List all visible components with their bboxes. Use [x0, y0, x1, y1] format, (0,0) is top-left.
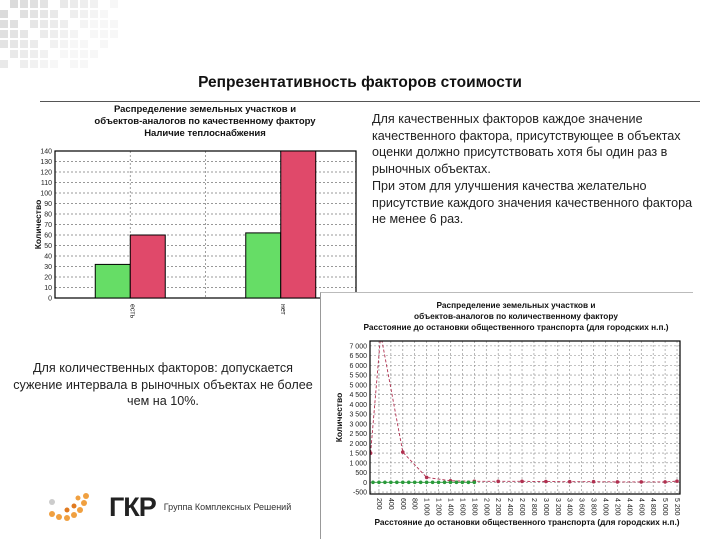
decor-square [50, 20, 58, 28]
y-tick-label: 80 [44, 211, 52, 219]
series-line [371, 334, 677, 482]
decor-square [40, 10, 48, 18]
data-point [443, 481, 447, 485]
chart-title: объектов-аналогов по качественному фактору [94, 116, 316, 127]
decor-square [40, 20, 48, 28]
chart-title: Распределение земельных участков и [436, 300, 596, 310]
data-point [413, 481, 417, 485]
decor-square [40, 50, 48, 58]
decor-square [90, 0, 98, 8]
decor-square [10, 20, 18, 28]
decor-square [60, 50, 68, 58]
y-tick-label: 3 500 [349, 411, 367, 419]
decor-square [70, 50, 78, 58]
x-tick-label: 3 600 [577, 498, 585, 516]
y-axis-label: Количество [334, 392, 344, 443]
x-tick-label: 5 000 [661, 498, 669, 516]
x-tick-label: 400 [386, 498, 394, 510]
x-tick-label: 800 [410, 498, 418, 510]
decor-square [0, 30, 8, 38]
y-tick-label: 40 [44, 253, 52, 261]
y-tick-label: -500 [352, 489, 367, 497]
x-tick-label: 1 000 [422, 498, 430, 516]
y-tick-label: 2 000 [349, 440, 367, 448]
y-tick-label: 140 [40, 148, 52, 156]
y-tick-label: 1 000 [349, 460, 367, 468]
decor-square [110, 0, 118, 8]
x-tick-label: 4 600 [637, 498, 645, 516]
decor-square [30, 10, 38, 18]
y-tick-label: 90 [44, 201, 52, 208]
decor-square [40, 0, 48, 8]
logo-icon [42, 490, 97, 524]
decor-square [10, 50, 18, 58]
decor-square [70, 0, 78, 8]
decor-square [50, 40, 58, 48]
x-tick-label: 3 000 [541, 498, 549, 516]
x-tick-label: 200 [374, 498, 382, 510]
data-point [425, 481, 429, 485]
decor-square [20, 0, 28, 8]
x-tick-label: 5 200 [673, 498, 681, 516]
decor-square [90, 50, 98, 58]
decor-square [60, 40, 68, 48]
decor-square [90, 20, 98, 28]
decor-square [80, 60, 88, 68]
decor-square [50, 10, 58, 18]
bar [130, 235, 165, 298]
data-point [473, 481, 477, 485]
x-tick-label: 600 [398, 498, 406, 510]
x-tick-label: 2 200 [494, 498, 502, 516]
decor-square [100, 20, 108, 28]
chart-title: Наличие теплоснабжения [144, 128, 266, 139]
x-tick-label: 2 800 [529, 498, 537, 516]
bar [281, 151, 316, 298]
line-chart [321, 293, 693, 539]
x-tick-label: 2 400 [506, 498, 514, 516]
y-tick-label: 120 [40, 169, 52, 177]
y-tick-label: 6 500 [349, 353, 367, 361]
decor-square [40, 30, 48, 38]
decor-square [20, 50, 28, 58]
decor-square [0, 20, 8, 28]
x-tick-label: 1 200 [434, 498, 442, 516]
decor-square [20, 60, 28, 68]
decor-square [70, 10, 78, 18]
x-tick-label: 2 600 [518, 498, 526, 516]
data-point [496, 480, 500, 484]
decor-square [10, 30, 18, 38]
line-chart-panel [320, 292, 693, 539]
data-point [467, 481, 471, 485]
decor-square [30, 60, 38, 68]
data-point [407, 481, 411, 485]
x-tick-label: 4 200 [613, 498, 621, 516]
decor-square [100, 40, 108, 48]
data-point [395, 481, 399, 485]
x-tick-label: 3 200 [553, 498, 561, 516]
decor-square [80, 50, 88, 58]
data-point [455, 481, 459, 485]
data-point [663, 480, 667, 484]
x-tick-label: 4 400 [625, 498, 633, 516]
decor-square [50, 30, 58, 38]
y-tick-label: 2 500 [349, 431, 367, 439]
data-point [377, 481, 381, 485]
decor-square [60, 0, 68, 8]
data-point [401, 481, 405, 485]
data-point [449, 481, 453, 485]
x-tick-label: 4 000 [601, 498, 609, 516]
x-axis-label: Расстояние до остановки общественного транспорта (для городских н.п.) [374, 517, 680, 527]
y-tick-label: 1 500 [349, 450, 367, 458]
data-point [520, 480, 524, 484]
plot-frame [370, 341, 680, 494]
y-tick-label: 30 [44, 264, 52, 271]
y-tick-label: 5 500 [349, 372, 367, 380]
decor-square [110, 20, 118, 28]
x-tick-label: 4 800 [649, 498, 657, 516]
chart-title: Распределение земельных участков и [113, 104, 297, 115]
data-point [379, 332, 383, 336]
decor-square [60, 20, 68, 28]
decor-square [30, 0, 38, 8]
data-point [639, 480, 643, 484]
x-tick-label: 1 600 [458, 498, 466, 516]
company-logo [42, 490, 291, 524]
logo-abbr: ГКР [109, 491, 156, 522]
y-tick-label: 0 [48, 295, 52, 303]
y-tick-label: 0 [363, 479, 367, 487]
bar [95, 264, 130, 298]
decor-square [70, 30, 78, 38]
y-tick-label: 20 [44, 274, 52, 282]
decor-square [20, 30, 28, 38]
y-axis-label: Количество [33, 199, 43, 250]
logo-name: Группа Комплексных Решений [163, 502, 292, 512]
data-point [616, 480, 620, 484]
slide-title: Репрезентативность факторов стоимости [198, 74, 522, 91]
decor-square [80, 0, 88, 8]
decor-square [90, 30, 98, 38]
y-tick-label: 6 000 [349, 362, 367, 370]
x-tick-label: нет [278, 304, 286, 315]
decor-square [30, 40, 38, 48]
y-tick-label: 4 500 [349, 392, 367, 400]
data-point [461, 481, 465, 485]
data-point [437, 481, 441, 485]
decor-square [40, 60, 48, 68]
x-tick-label: 1 800 [470, 498, 478, 516]
data-point [592, 480, 596, 484]
x-tick-label: 3 800 [589, 498, 597, 516]
bar-chart [0, 100, 360, 335]
data-point [401, 450, 405, 454]
decor-square [70, 60, 78, 68]
decor-square [10, 0, 18, 8]
data-point [544, 480, 548, 484]
data-point [383, 481, 387, 485]
bar [246, 233, 281, 298]
quantitative-factors-text: Для количественных факторов: допускается сужение интервала в рыночных объектах не более чем на 10%. [13, 361, 313, 409]
decor-square [100, 10, 108, 18]
decor-square [100, 30, 108, 38]
chart-title: объектов-аналогов по количественному фактору [414, 311, 618, 321]
y-tick-label: 5 000 [349, 382, 367, 390]
x-tick-label: 2 000 [482, 498, 490, 516]
decor-square [0, 40, 8, 48]
data-point [568, 480, 572, 484]
x-tick-label: 1 400 [446, 498, 454, 516]
decor-square [50, 60, 58, 68]
qualitative-factors-text: Для качественных факторов каждое значение качественного фактора, присутствующее в объектах оценки должно присутствовать хотя бы один раз в рыночных объектах. При этом для улучшения качества желательно присутствие каждого значения качественного фактора не менее 6 раз. [372, 112, 693, 227]
data-point [371, 481, 375, 485]
y-tick-label: 100 [40, 190, 52, 198]
decor-square [80, 20, 88, 28]
data-point [675, 479, 679, 483]
decor-square [70, 40, 78, 48]
y-tick-label: 50 [44, 243, 52, 250]
data-point [425, 476, 429, 480]
y-tick-label: 500 [355, 470, 367, 478]
y-tick-label: 110 [40, 180, 52, 187]
x-tick-label: есть [128, 304, 136, 319]
y-tick-label: 7 000 [349, 343, 367, 351]
data-point [431, 481, 435, 485]
y-tick-label: 4 000 [349, 401, 367, 409]
decor-square [30, 20, 38, 28]
decor-square [10, 40, 18, 48]
decor-square [110, 30, 118, 38]
x-tick-label: 3 400 [565, 498, 573, 516]
data-point [389, 481, 393, 485]
y-tick-label: 70 [44, 222, 52, 229]
decor-square [30, 50, 38, 58]
y-tick-label: 10 [44, 285, 52, 292]
decor-square [0, 10, 8, 18]
y-tick-label: 3 000 [349, 421, 367, 429]
chart-title: Расстояние до остановки общественного транспорта (для городских н.п.) [363, 322, 669, 332]
decor-square [60, 30, 68, 38]
decor-square [90, 10, 98, 18]
decor-square [20, 10, 28, 18]
decor-square [80, 10, 88, 18]
y-tick-label: 60 [44, 232, 52, 240]
decor-square [20, 40, 28, 48]
y-tick-label: 130 [40, 159, 52, 166]
decor-square [0, 60, 8, 68]
data-point [419, 481, 423, 485]
decor-square [80, 40, 88, 48]
